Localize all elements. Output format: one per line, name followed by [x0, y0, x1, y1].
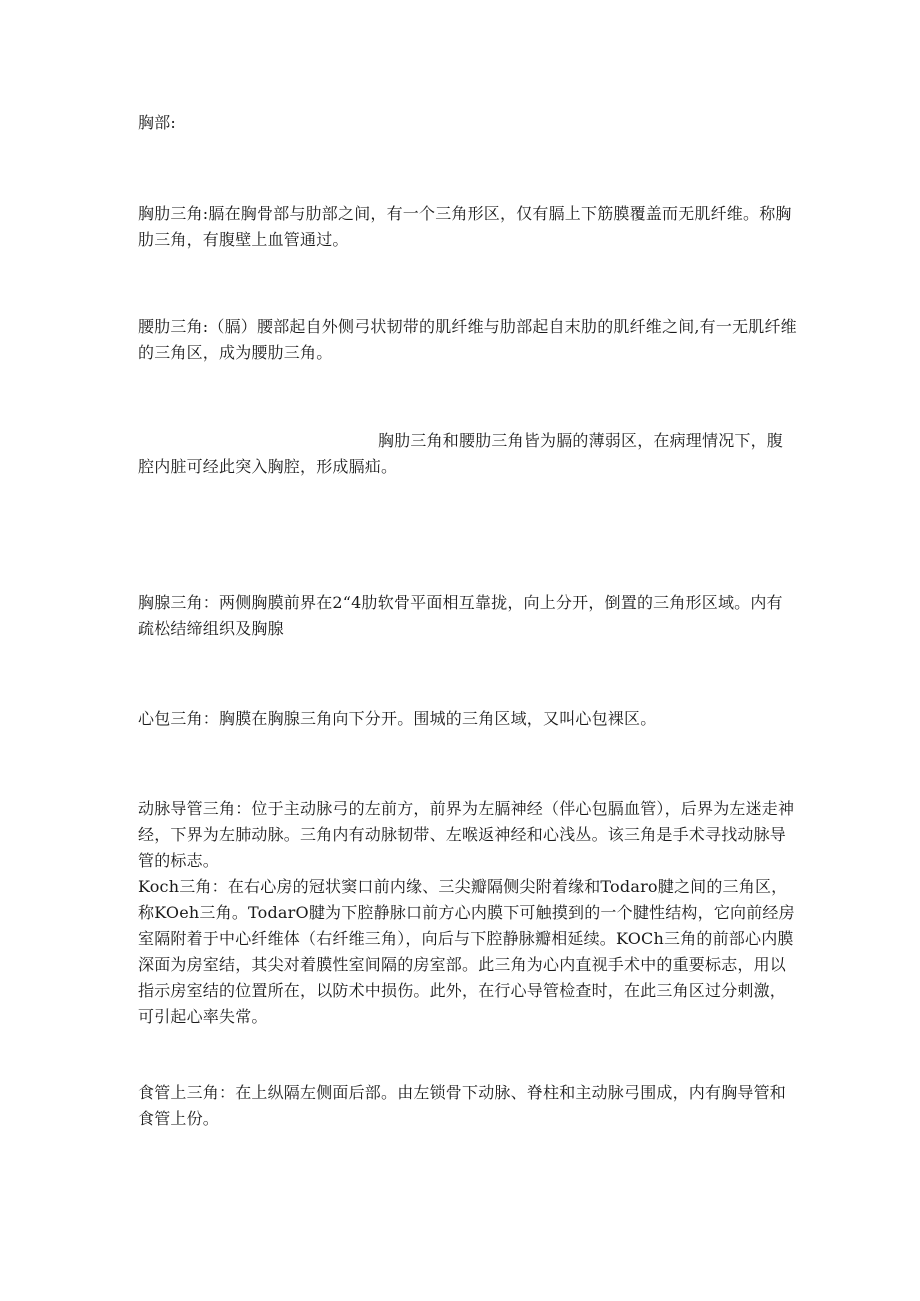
paragraph-sternocostal-triangle: 胸肋三角:膈在胸骨部与肋部之间，有一个三角形区，仅有膈上下筋膜覆盖而无肌纤维。称胸肋三角，有腹壁上血管通过。	[138, 204, 792, 249]
paragraph-lumbocostal-triangle: 腰肋三角:（膈）腰部起自外侧弓状韧带的肌纤维与肋部起自末肋的肌纤维之间,有一无肌纤维的三角区，成为腰肋三角。	[138, 317, 797, 362]
section-heading: 胸部:	[138, 113, 176, 132]
paragraph-upper-esophageal-triangle: 食管上三角：在上纵隔左侧面后部。由左锁骨下动脉、脊柱和主动脉弓围成，内有胸导管和食管上份。	[138, 1083, 787, 1128]
paragraph-ductus-arteriosus-triangle: 动脉导管三角：位于主动脉弓的左前方，前界为左膈神经（伴心包膈血管），后界为左迷走神经，下界为左肺动脉。三角内有动脉韧带、左喉返神经和心浅丛。该三角是手术寻找动脉导管的标志。	[138, 799, 795, 870]
paragraph-thymic-triangle: 胸腺三角：两侧胸膜前界在2“4肋软骨平面相互靠拢，向上分开，倒置的三角形区域。内有疏松结缔组织及胸腺	[138, 593, 783, 638]
paragraph-pericardial-triangle: 心包三角：胸膜在胸腺三角向下分开。围城的三角区域，又叫心包裸区。	[138, 709, 657, 728]
paragraph-koch-triangle: Koch三角：在右心房的冠状窦口前内缘、三尖瓣隔侧尖附着缘和Todaro腱之间的三角区，称KOeh三角。TodarO腱为下腔静脉口前方心内膜下可触摸到的一个腱性结构，它向前经房室隔附着于中心纤维体（右纤维三角），向后与下腔静脉瓣相延续。KOCh三角的前部心内膜深面为房室结，其尖对着膜性室间隔的房室部。此三角为心内直视手术中的重要标志，用以指示房室结的位置所在，以防术中损伤。此外，在行心导管检查时，在此三角区过分刺激，可引起心率失常。	[138, 877, 795, 1026]
paragraph-diaphragm-weak-area: 胸肋三角和腰肋三角皆为膈的薄弱区，在病理情况下，腹腔内脏可经此突入胸腔，形成膈疝。	[138, 431, 784, 476]
